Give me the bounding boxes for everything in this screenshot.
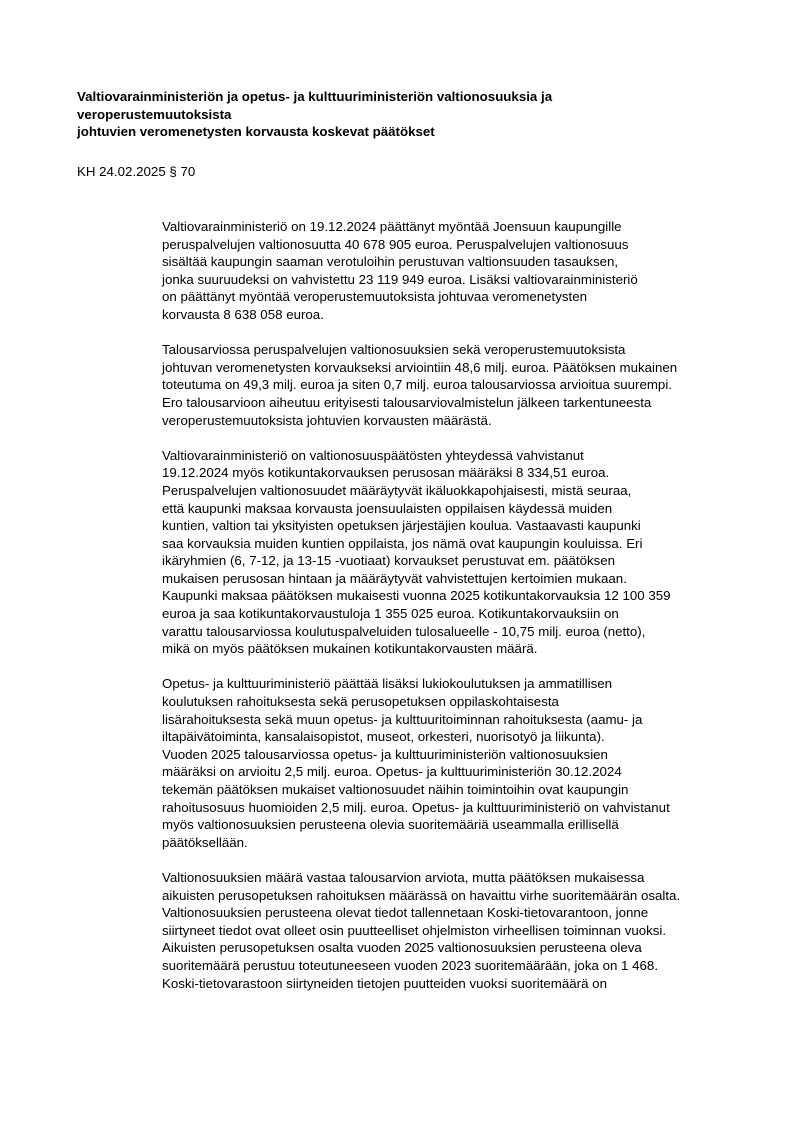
text-line: suoritemäärä perustuu toteutuneeseen vuoden 2023 suoritemäärään, joka on 1 468. <box>162 957 659 973</box>
text-line: päätöksellään. <box>162 834 248 850</box>
meeting-reference: KH 24.02.2025 § 70 <box>77 164 196 179</box>
text-line: ikäryhmien (6, 7-12, ja 13-15 -vuotiaat) korvaukset perustuvat em. päätöksen <box>162 553 616 569</box>
text-line: Koski-tietovarastoon siirtyneiden tietojen puutteiden vuoksi suoritemäärä on <box>162 975 607 991</box>
text-line: mikä on myös päätöksen mukainen kotikuntakorvausten määrä. <box>162 641 538 657</box>
document-body <box>162 218 752 1010</box>
text-line: siirtyneet tiedot ovat olleet osin puutteelliset ohjelmiston virheellisen toiminnan vuoksi. <box>162 922 667 938</box>
text-line: peruspalvelujen valtionosuutta 40 678 905 euroa. Peruspalvelujen valtionosuus <box>162 236 629 252</box>
text-line: Peruspalvelujen valtionosuudet määräytyvät ikäluokkapohjaisesti, mistä seuraa, <box>162 482 632 498</box>
text-line: varattu talousarviossa koulutuspalveluiden tulosalueelle - 10,75 milj. euroa (netto), <box>162 623 646 639</box>
text-line: iltapäivätoiminta, kansalaisopistot, museot, orkesteri, nuorisotyö ja liikunta). <box>162 729 605 745</box>
text-line: korvausta 8 638 058 euroa. <box>162 306 324 322</box>
text-line: saa korvauksia muiden kuntien oppilaista, jos nämä ovat kaupungin kouluissa. Eri <box>162 535 643 551</box>
text-line: Aikuisten perusopetuksen osalta vuoden 2025 valtionosuuksien perusteena oleva <box>162 940 642 956</box>
text-line: Talousarviossa peruspalvelujen valtionosuuksien sekä veroperustemuutoksista <box>162 342 626 358</box>
text-line: mukaisen perusosan hintaan ja määräytyvät vahvistettujen kertoimien mukaan. <box>162 570 627 586</box>
title-line: johtuvien veromenetysten korvausta koskevat päätökset <box>77 124 435 140</box>
paragraph-home-municipality-compensation <box>162 447 752 658</box>
text-line: Valtionosuuksien perusteena olevat tiedot tallennetaan Koski-tietovarantoon, jonne <box>162 905 649 921</box>
title-line: veroperustemuutoksista <box>77 106 232 122</box>
text-line: Vuoden 2025 talousarviossa opetus- ja kulttuuriministeriön valtionosuuksien <box>162 746 608 762</box>
text-line: sisältää kaupungin saaman verotuloihin perustuvan valtionsuuden tasauksen, <box>162 254 619 270</box>
text-line: tekemän päätöksen mukaiset valtionosuudet näihin toimintoihin ovat kaupungin <box>162 782 629 797</box>
text-line: 19.12.2024 myös kotikuntakorvauksen perusosan määräksi 8 334,51 euroa. <box>162 465 610 481</box>
text-line: koulutuksen rahoituksesta sekä perusopetuksen oppilaskohtaisesta <box>162 694 559 710</box>
text-line: Ero talousarvioon aiheutuu erityisesti talousarviovalmistelun jälkeen tarkentuneesta <box>162 394 652 410</box>
text-line: euroa ja saa kotikuntakorvaustuloja 1 355 025 euroa. Kotikuntakorvauksiin on <box>162 606 619 622</box>
paragraph-vm-decision <box>162 218 752 324</box>
text-line: Valtiovarainministeriö on 19.12.2024 päättänyt myöntää Joensuun kaupungille <box>162 219 622 234</box>
text-line: Kaupunki maksaa päätöksen mukaisesti vuonna 2025 kotikuntakorvauksia 12 100 359 <box>162 588 671 604</box>
text-line: Valtiovarainministeriö on valtionosuuspäätösten yhteydessä vahvistanut <box>162 447 584 463</box>
text-line: rahoitusosuus huomioiden 2,5 milj. euroa. Opetus- ja kulttuuriministeriö on vahvistanut <box>162 799 670 815</box>
text-line: määräksi on arvioitu 2,5 milj. euroa. Opetus- ja kulttuuriministeriön 30.12.2024 <box>162 764 622 780</box>
text-line: Valtionosuuksien määrä vastaa talousarvion arviota, mutta päätöksen mukaisessa <box>162 869 645 885</box>
paragraph-adult-education-error <box>162 869 752 992</box>
text-line: aikuisten perusopetuksen rahoituksen määrässä on havaittu virhe suoritemäärän osalta. <box>162 887 681 903</box>
text-line: johtuvan veromenetysten korvaukseksi arviointiin 48,6 milj. euroa. Päätöksen mukainen <box>162 359 678 375</box>
title-line: Valtiovarainministeriön ja opetus- ja kulttuuriministeriön valtionosuuksia ja <box>77 89 553 104</box>
text-line: lisärahoituksesta sekä muun opetus- ja kulttuuritoiminnan rahoituksesta (aamu- ja <box>162 711 643 727</box>
paragraph-okm-decision <box>162 675 752 851</box>
text-line: jonka suuruudeksi on vahvistettu 23 119 949 euroa. Lisäksi valtiovarainministeriö <box>162 271 638 287</box>
text-line: myös valtionosuuksien perusteena olevia suoritemääriä useammalla erillisellä <box>162 817 619 833</box>
text-line: toteutuma on 49,3 milj. euroa ja siten 0,7 milj. euroa talousarviossa arvioitua suurempi. <box>162 377 672 393</box>
text-line: Opetus- ja kulttuuriministeriö päättää lisäksi lukiokoulutuksen ja ammatillisen <box>162 676 613 692</box>
text-line: on päättänyt myöntää veroperustemuutoksista johtuvaa veromenetysten <box>162 289 588 305</box>
paragraph-budget-comparison <box>162 341 752 429</box>
text-line: kuntien, valtion tai yksityisten opetuksen järjestäjien koulua. Vastaavasti kaupunki <box>162 518 641 534</box>
text-line: että kaupunki maksaa korvausta joensuulaisten oppilaisen käydessä muiden <box>162 500 613 516</box>
text-line: veroperustemuutoksista johtuvien korvausten määrästä. <box>162 412 492 428</box>
document-title <box>77 88 717 141</box>
